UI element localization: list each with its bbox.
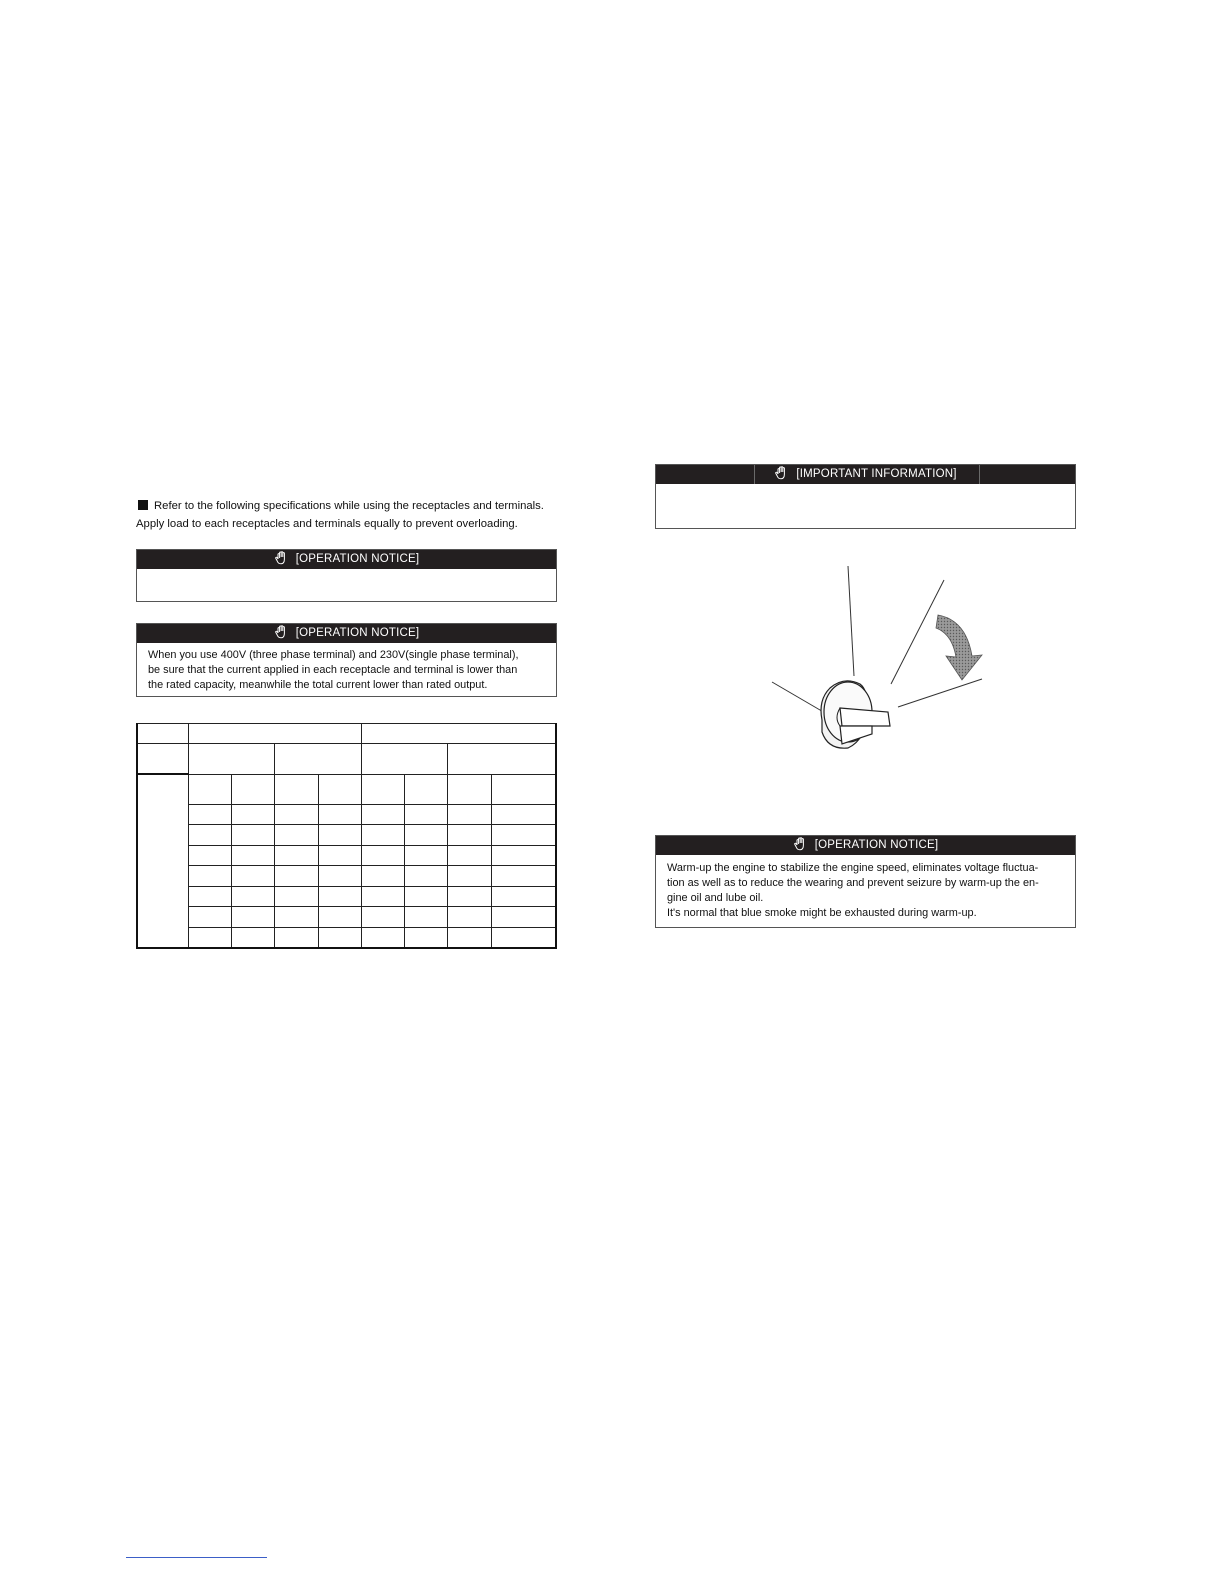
switch-knob-illustration <box>760 560 1000 760</box>
notice-line: It's normal that blue smoke might be exhausted during warm-up. <box>667 907 977 919</box>
table-row <box>137 845 556 866</box>
table-cell <box>448 845 491 866</box>
table-cell <box>232 886 275 907</box>
table-cell <box>275 927 318 948</box>
operation-notice-3-title: [OPERATION NOTICE] <box>814 839 939 851</box>
table-cell <box>491 845 556 866</box>
table-row <box>137 804 556 825</box>
table-cell <box>275 845 318 866</box>
operation-notice-3-header <box>656 836 1075 855</box>
table-cell <box>275 825 318 846</box>
table-cell <box>405 907 448 928</box>
table-row <box>137 907 556 928</box>
table-cell <box>491 866 556 887</box>
table-cell <box>232 927 275 948</box>
important-information-body <box>656 484 1075 490</box>
table-cell <box>318 866 361 887</box>
important-information-notice <box>655 464 1076 529</box>
table-cell <box>189 744 275 775</box>
table-cell <box>232 825 275 846</box>
table-cell <box>318 774 361 804</box>
table-cell <box>405 845 448 866</box>
table-cell <box>405 774 448 804</box>
table-row <box>137 774 556 804</box>
table-cell <box>318 886 361 907</box>
operation-notice-1-body <box>137 569 556 575</box>
rotation-arrow-icon <box>936 615 982 680</box>
table-cell <box>318 804 361 825</box>
operation-notice-2-title: [OPERATION NOTICE] <box>295 627 420 639</box>
table-cell <box>361 804 404 825</box>
leader-line <box>891 580 944 684</box>
notice-line: Warm-up the engine to stabilize the engine speed, eliminates voltage fluctua- <box>667 862 1039 874</box>
table-cell <box>405 886 448 907</box>
table-cell <box>491 907 556 928</box>
table-cell <box>275 774 318 804</box>
table-cell <box>361 927 404 948</box>
leader-line <box>848 566 854 676</box>
table-cell <box>189 774 232 804</box>
table-cell <box>361 907 404 928</box>
table-cell <box>491 825 556 846</box>
operation-notice-1-header <box>137 550 556 569</box>
operation-notice-1-title: [OPERATION NOTICE] <box>295 553 420 565</box>
table-cell <box>361 744 447 775</box>
notice-line: be sure that the current applied in each receptacle and terminal is lower than <box>148 664 518 676</box>
table-cell <box>361 724 556 744</box>
table-cell <box>189 907 232 928</box>
table-row <box>137 866 556 887</box>
header-divider <box>979 465 980 484</box>
table-cell <box>189 825 232 846</box>
table-cell <box>405 804 448 825</box>
intro-line-1: Refer to the following specifications while using the receptacles and terminals. <box>136 497 566 515</box>
notice-line: gine oil and lube oil. <box>667 892 764 904</box>
table-cell <box>189 886 232 907</box>
header-divider <box>754 465 755 484</box>
table-cell <box>137 774 189 948</box>
table-cell <box>448 825 491 846</box>
table-cell <box>232 774 275 804</box>
table-cell <box>189 927 232 948</box>
table-cell <box>189 724 362 744</box>
table-cell <box>491 774 556 804</box>
table-cell <box>448 774 491 804</box>
table-cell <box>448 927 491 948</box>
operation-notice-2-header <box>137 624 556 643</box>
important-information-header <box>656 465 1075 484</box>
table-cell <box>318 825 361 846</box>
leader-line <box>898 679 982 707</box>
table-cell <box>361 774 404 804</box>
table-cell <box>275 744 361 775</box>
table-row <box>137 886 556 907</box>
table-cell <box>448 886 491 907</box>
table-cell <box>232 804 275 825</box>
operation-notice-3 <box>655 835 1076 928</box>
table-cell <box>189 866 232 887</box>
table-cell <box>232 866 275 887</box>
notice-line: When you use 400V (three phase terminal) and 230V(single phase terminal), <box>148 649 519 661</box>
table-cell <box>361 886 404 907</box>
table-cell <box>405 825 448 846</box>
hand-icon <box>774 465 790 488</box>
operation-notice-2 <box>136 623 557 697</box>
table-cell <box>448 907 491 928</box>
table-cell <box>232 907 275 928</box>
table-row <box>137 724 556 744</box>
intro-text <box>136 497 566 533</box>
table-cell <box>318 907 361 928</box>
table-cell <box>491 927 556 948</box>
table-cell <box>137 744 189 775</box>
hand-icon <box>274 624 290 647</box>
table-cell <box>361 825 404 846</box>
table-row <box>137 825 556 846</box>
receptacle-spec-table <box>136 723 557 949</box>
table-row <box>137 744 556 775</box>
table-cell <box>275 886 318 907</box>
square-bullet-icon <box>138 500 148 510</box>
table-cell <box>448 744 556 775</box>
table-cell <box>448 866 491 887</box>
operation-notice-1 <box>136 549 557 602</box>
table-cell <box>405 866 448 887</box>
notice-line: the rated capacity, meanwhile the total current lower than rated output. <box>148 679 488 691</box>
operation-notice-3-body <box>656 855 1075 921</box>
important-information-title: [IMPORTANT INFORMATION] <box>796 468 957 480</box>
table-cell <box>361 866 404 887</box>
table-cell <box>189 804 232 825</box>
table-cell <box>491 886 556 907</box>
table-cell <box>275 907 318 928</box>
table-cell <box>448 804 491 825</box>
knob-icon <box>821 681 890 748</box>
table-cell <box>318 927 361 948</box>
table-cell <box>189 845 232 866</box>
notice-line: tion as well as to reduce the wearing and prevent seizure by warm-up the en- <box>667 877 1039 889</box>
table-cell <box>275 866 318 887</box>
hand-icon <box>274 550 290 573</box>
operation-notice-2-body <box>137 643 556 693</box>
table-cell <box>405 927 448 948</box>
table-row <box>137 927 556 948</box>
table-cell <box>137 724 189 744</box>
footer-link-underline[interactable] <box>126 1557 267 1558</box>
table-cell <box>232 845 275 866</box>
hand-icon <box>793 836 809 859</box>
intro-line-2: Apply load to each receptacles and terminals equally to prevent overloading. <box>136 518 518 530</box>
table-cell <box>275 804 318 825</box>
table-cell <box>318 845 361 866</box>
table-cell <box>361 845 404 866</box>
table-cell <box>491 804 556 825</box>
